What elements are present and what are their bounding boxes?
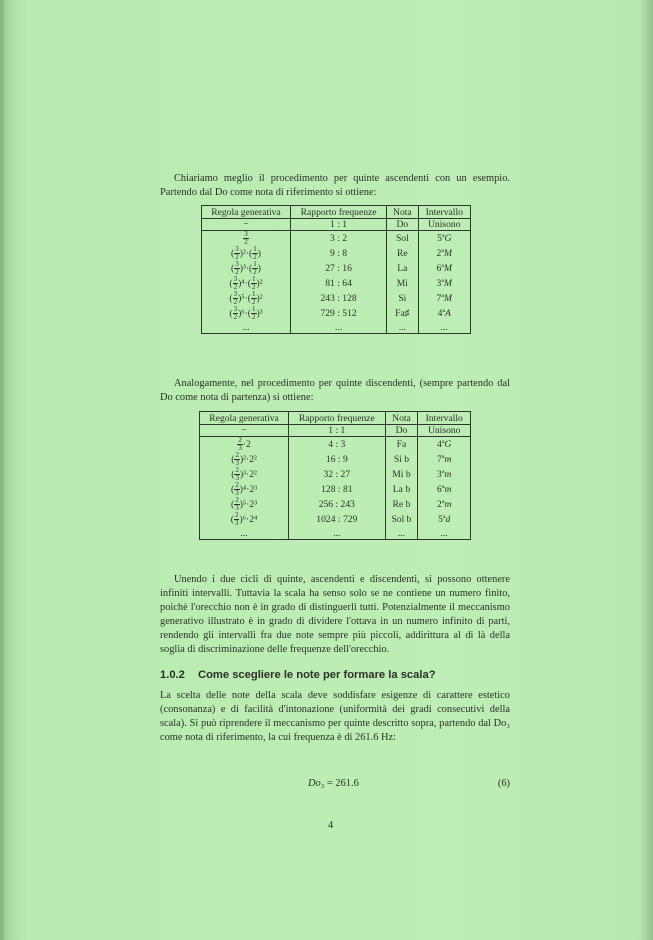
ratio-cell: 32 : 27 bbox=[289, 467, 385, 482]
table-row bbox=[200, 425, 471, 437]
rule-cell: ( $\frac{3}{2}$ )²·( $\frac{1}{2}$ ) bbox=[202, 246, 291, 261]
rule-cell: ... bbox=[202, 321, 291, 334]
ratio-cell: 1 : 1 bbox=[290, 219, 386, 231]
rule-cell: ( $\frac{2}{3}$ )²·2² bbox=[200, 452, 289, 467]
ratio-cell: 81 : 64 bbox=[290, 276, 386, 291]
header-note: Nota bbox=[387, 206, 418, 219]
table-row bbox=[200, 452, 471, 467]
note-cell: Re b bbox=[385, 497, 418, 512]
ratio-cell: 9 : 8 bbox=[290, 246, 386, 261]
ratio-cell: ... bbox=[290, 321, 386, 334]
section-heading bbox=[160, 669, 436, 681]
table-row bbox=[202, 231, 471, 247]
equation-rhs: 261.6 bbox=[335, 778, 359, 789]
interval-cell: 4ªA bbox=[418, 306, 470, 321]
table-row bbox=[200, 512, 471, 527]
table-row bbox=[202, 276, 471, 291]
note-cell: Mi b bbox=[385, 467, 418, 482]
note-cell: Si b bbox=[385, 452, 418, 467]
ratio-cell: 1024 : 729 bbox=[289, 512, 385, 527]
header-note: Nota bbox=[385, 412, 418, 425]
rule-cell: − bbox=[200, 425, 289, 437]
header-interval: Intervallo bbox=[418, 206, 470, 219]
interval-cell: 5ªG bbox=[418, 231, 470, 247]
interval-cell: Unisono bbox=[418, 425, 471, 437]
header-rule: Regola generativa bbox=[202, 206, 291, 219]
note-cell: Do bbox=[387, 219, 418, 231]
rule-cell: − bbox=[202, 219, 291, 231]
interval-cell: 2ªm bbox=[418, 497, 471, 512]
rule-cell: ( $\frac{3}{2}$ )³·( $\frac{1}{2}$ ) bbox=[202, 261, 291, 276]
table-descending-body bbox=[200, 425, 471, 540]
interval-cell: 3ªM bbox=[418, 276, 470, 291]
page-edge-shadow bbox=[639, 0, 653, 940]
table-row bbox=[200, 527, 471, 540]
section-paragraph bbox=[160, 689, 510, 745]
rule-cell: ( $\frac{2}{3}$ )³·2² bbox=[200, 467, 289, 482]
note-cell: Re bbox=[387, 246, 418, 261]
ratio-cell: 4 : 3 bbox=[289, 437, 385, 453]
interval-cell: 6ªm bbox=[418, 482, 471, 497]
table-ascending-body bbox=[202, 219, 471, 334]
rule-cell: ( $\frac{2}{3}$ )⁶·2⁴ bbox=[200, 512, 289, 527]
interval-cell: Unisono bbox=[418, 219, 470, 231]
interval-cell: 6ªM bbox=[418, 261, 470, 276]
table-row bbox=[200, 497, 471, 512]
ratio-cell: 16 : 9 bbox=[289, 452, 385, 467]
table-ascending-fifths bbox=[201, 205, 471, 334]
table-descending-fifths bbox=[199, 411, 471, 540]
binding-gutter bbox=[0, 0, 4, 940]
table-row bbox=[202, 291, 471, 306]
equation-lhs: Do₃ bbox=[308, 778, 325, 789]
header-ratio: Rapporto frequenze bbox=[290, 206, 386, 219]
interval-cell: 4ªG bbox=[418, 437, 471, 453]
rule-cell: ( $\frac{2}{3}$ )⁵·2³ bbox=[200, 497, 289, 512]
note-cell: Do bbox=[385, 425, 418, 437]
ratio-cell: 27 : 16 bbox=[290, 261, 386, 276]
note-cell: La b bbox=[385, 482, 418, 497]
note-cell: Mi bbox=[387, 276, 418, 291]
intro-text: Chiariamo meglio il procedimento per quinte ascendenti con un esempio. Partendo dal Do come nota di riferimento si ottiene: bbox=[160, 173, 510, 198]
section-text: La scelta delle note della scala deve soddisfare esigenze di carattere estetico (consonanza) e di facilità d'intonazione (uniformità dei gradi consecutivi della scala). Si può riprendere il meccanismo per quinte descritto sopra, partendo dal Do₃ come nota di riferimento, la cui frequenza è di 261.6 Hz: bbox=[160, 690, 510, 743]
section-number: 1.0.2 bbox=[160, 669, 185, 681]
note-cell: Sol b bbox=[385, 512, 418, 527]
table-row bbox=[202, 246, 471, 261]
equation-number: (6) bbox=[497, 778, 510, 789]
table-row bbox=[200, 467, 471, 482]
interval-cell: ... bbox=[418, 527, 471, 540]
table-row bbox=[202, 261, 471, 276]
table-row bbox=[200, 482, 471, 497]
note-cell: Sol bbox=[387, 231, 418, 247]
rule-cell: $\frac{2}{3}$ ·2 bbox=[200, 437, 289, 453]
ratio-cell: 729 : 512 bbox=[290, 306, 386, 321]
rule-cell: ( $\frac{3}{2}$ )⁴·( $\frac{1}{2}$ )² bbox=[202, 276, 291, 291]
note-cell: Fa bbox=[385, 437, 418, 453]
note-cell: Si bbox=[387, 291, 418, 306]
header-ratio: Rapporto frequenze bbox=[289, 412, 385, 425]
note-cell: La bbox=[387, 261, 418, 276]
note-cell: ... bbox=[385, 527, 418, 540]
intro-paragraph bbox=[160, 172, 510, 200]
ratio-cell: 128 : 81 bbox=[289, 482, 385, 497]
rule-cell: ( $\frac{2}{3}$ )⁴·2³ bbox=[200, 482, 289, 497]
descending-text: Analogamente, nel procedimento per quinte discendenti, (sempre partendo dal Do come nota di partenza) si ottiene: bbox=[160, 378, 510, 403]
cycles-paragraph bbox=[160, 573, 510, 657]
interval-cell: 2ªM bbox=[418, 246, 470, 261]
rule-cell: ( $\frac{3}{2}$ )⁶·( $\frac{1}{2}$ )³ bbox=[202, 306, 291, 321]
ratio-cell: 3 : 2 bbox=[290, 231, 386, 247]
note-cell: ... bbox=[387, 321, 418, 334]
interval-cell: 5ªd bbox=[418, 512, 471, 527]
ratio-cell: 243 : 128 bbox=[290, 291, 386, 306]
table-row bbox=[202, 219, 471, 231]
header-rule: Regola generativa bbox=[200, 412, 289, 425]
interval-cell: 7ªM bbox=[418, 291, 470, 306]
table-row bbox=[200, 437, 471, 453]
header-interval: Intervallo bbox=[418, 412, 471, 425]
page-number: 4 bbox=[328, 820, 334, 831]
rule-cell: ( $\frac{3}{2}$ )⁵·( $\frac{1}{2}$ )² bbox=[202, 291, 291, 306]
ratio-cell: 1 : 1 bbox=[289, 425, 385, 437]
equation-body: Do₃ = 261.6 bbox=[308, 778, 359, 789]
interval-cell: ... bbox=[418, 321, 470, 334]
cycles-text: Unendo i due cicli di quinte, ascendenti e discendenti, si possono ottenere infiniti intervalli. Tuttavia la scala ha senso solo se ne contiene un numero finito, poichè l'orecchio non è in grado di distinguerli tutti. Potenzialmente il meccanismo generativo illustrato è in grado di dividere l'ottava in un numero infinito di parti, rendendo gli intervalli fra due note sempre più piccoli, addirittura al di là della soglia di discriminazione delle frequenze dell'orecchio. bbox=[160, 574, 510, 655]
ratio-cell: ... bbox=[289, 527, 385, 540]
table-row bbox=[202, 306, 471, 321]
note-cell: Fa♯ bbox=[387, 306, 418, 321]
ratio-cell: 256 : 243 bbox=[289, 497, 385, 512]
interval-cell: 7ªm bbox=[418, 452, 471, 467]
interval-cell: 3ªm bbox=[418, 467, 471, 482]
rule-cell: ... bbox=[200, 527, 289, 540]
table-row bbox=[202, 321, 471, 334]
section-title: Come scegliere le note per formare la scala? bbox=[198, 669, 436, 681]
descending-paragraph bbox=[160, 377, 510, 405]
rule-cell: $\frac{3}{2}$ bbox=[202, 231, 291, 247]
